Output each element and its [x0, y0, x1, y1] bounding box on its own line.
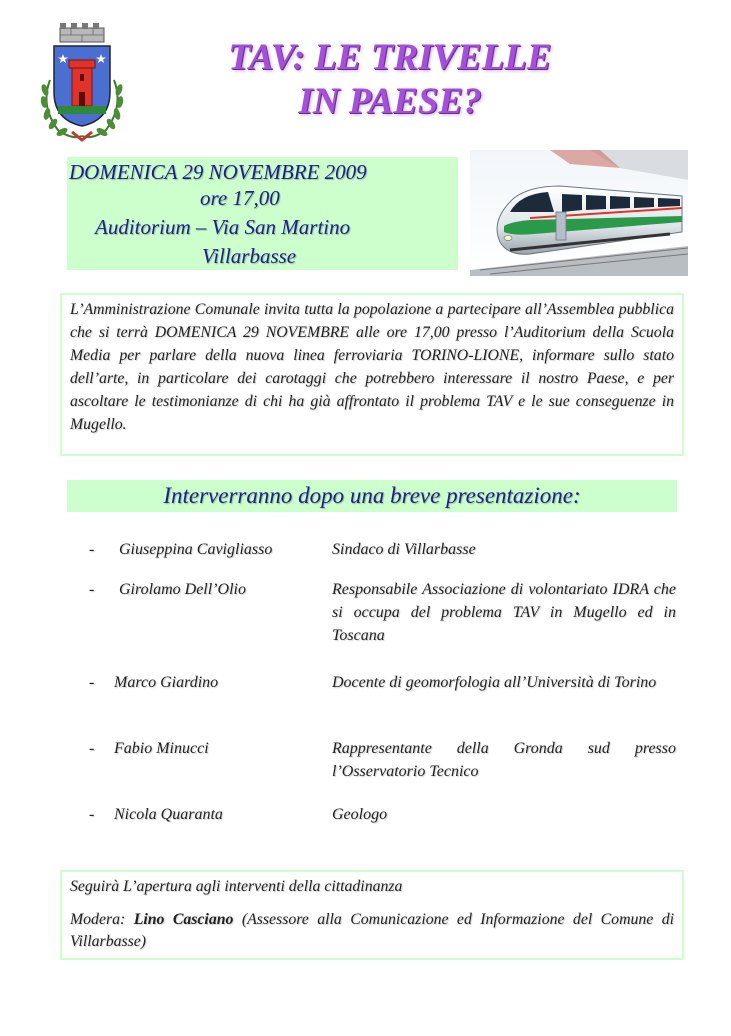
list-dash: - [89, 806, 95, 823]
list-dash: - [89, 674, 95, 691]
footer-box [60, 870, 684, 960]
speaker-role: Geologo [332, 806, 388, 823]
event-town: Villarbasse [202, 244, 297, 268]
footer-moderator [70, 909, 674, 953]
page-title [150, 36, 630, 124]
intro-paragraph: L’Amministrazione Comunale invita tutta la popolazione a partecipare all’Assemblea pubblica che si terrà DOMENICA 29 NOVEMBRE alle ore 17,00 presso l’Auditorium della Scuola Media per parlare della nuova linea ferroviaria TORINO-LIONE, informare sullo stato dell’arte, in particolare dei carotaggi che potrebbero interessare il nostro Paese, e per ascoltare le testimonianze di chi ha già affrontato il problema TAV e le sue conseguenze in Mugello. [60, 293, 684, 456]
event-details-box [67, 157, 458, 270]
speakers-heading: Interverranno dopo una breve presentazione: [67, 480, 677, 512]
event-time: ore 17,00 [200, 186, 280, 210]
speaker-name: Nicola Quaranta [114, 806, 223, 823]
speaker-name: Marco Giardino [114, 674, 219, 691]
moderator-role: (Assessore alla Comunicazione ed Informazione del Comune di Villarbasse) [70, 911, 674, 950]
speaker-name: Giuseppina Cavigliasso [119, 541, 273, 558]
speaker-role: Responsabile Associazione di volontariato IDRA che si occupa del problema TAV in Mugello ed in Toscana [332, 581, 676, 644]
event-date: DOMENICA 29 NOVEMBRE 2009 [69, 160, 367, 184]
event-venue: Auditorium – Via San Martino [95, 215, 351, 239]
moderator-prefix: Modera: [70, 911, 134, 928]
footer-open-floor: Seguirà L’apertura agli interventi della cittadinanza [70, 878, 403, 895]
title-line-2: IN PAESE? [298, 81, 482, 122]
title-line-1: TAV: LE TRIVELLE [228, 37, 552, 78]
speaker-name: Girolamo Dell’Olio [119, 581, 246, 598]
list-dash: - [89, 541, 95, 558]
train-image [470, 150, 688, 276]
speaker-role: Docente di geomorfologia all’Università di Torino [332, 674, 657, 691]
speaker-role: Rappresentante della Gronda sud presso l’Osservatorio Tecnico [332, 740, 676, 780]
speaker-role: Sindaco di Villarbasse [332, 541, 476, 558]
moderator-name: Lino Casciano [133, 911, 234, 928]
speaker-name: Fabio Minucci [114, 740, 209, 757]
list-dash: - [89, 740, 95, 757]
municipal-crest-icon [36, 22, 128, 144]
list-dash: - [89, 581, 95, 598]
